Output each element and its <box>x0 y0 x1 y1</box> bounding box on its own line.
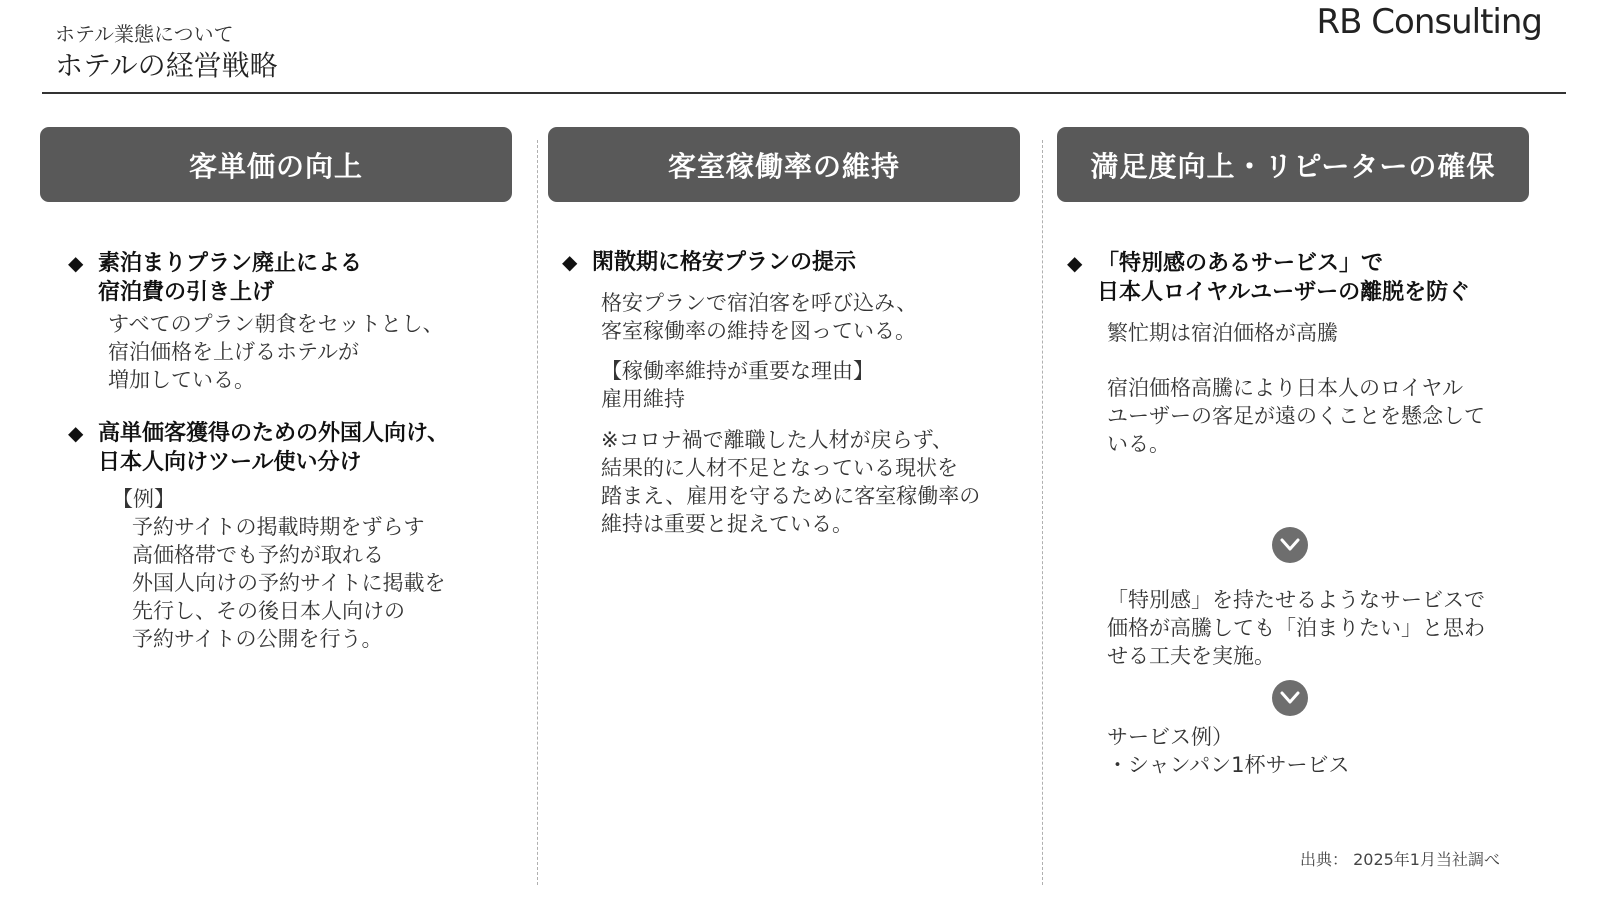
bullet-item <box>562 248 856 277</box>
diamond-bullet-icon: ◆ <box>1067 251 1083 275</box>
note-text: ※コロナ禍で離職した人材が戻らず、 結果的に人材不足となっている現状を 踏まえ、雇用を守るために客室稼働率の 維持は重要と捉えている。 <box>601 428 981 536</box>
body-text: すべてのプラン朝食をセットとし、 宿泊価格を上げるホテルが 増加している。 <box>108 312 444 392</box>
bullet-item <box>68 419 449 477</box>
column-heading: 満足度向上・リピーターの確保 <box>1057 127 1529 202</box>
source-note: 出典： 2025年1月当社調べ <box>1300 850 1500 869</box>
diamond-bullet-icon: ◆ <box>562 250 578 274</box>
bullet-text: 「特別感のあるサービス」で 日本人ロイヤルユーザーの離脱を防ぐ <box>1097 251 1471 305</box>
bullet-text: 高単価客獲得のための外国人向け、 日本人向けツール使い分け <box>98 421 450 475</box>
diamond-bullet-icon: ◆ <box>68 251 84 275</box>
bullet-text: 閑散期に格安プランの提示 <box>592 250 857 275</box>
column-divider <box>537 140 538 885</box>
column-heading: 客単価の向上 <box>40 127 512 202</box>
page-title: ホテルの経営戦略 <box>55 49 278 82</box>
bullet-item <box>1067 249 1470 307</box>
column-heading: 客室稼働率の維持 <box>548 127 1020 202</box>
bullet-item <box>68 249 362 307</box>
example-text: 予約サイトの掲載時期をずらす 高価格帯でも予約が取れる 外国人向けの予約サイトに掲載を 先行し、その後日本人向けの 予約サイトの公開を行う。 <box>132 515 446 651</box>
example-label: 【例】 <box>112 487 175 511</box>
chevron-down-icon <box>1272 527 1308 563</box>
column-price <box>40 127 512 651</box>
reason-label: 【稼働率維持が重要な理由】 <box>601 359 874 383</box>
body-text: 繁忙期は宿泊価格が高騰 <box>1107 321 1338 345</box>
column-occupancy <box>548 127 1020 536</box>
header-subtitle: ホテル業態について <box>55 22 234 46</box>
column-divider <box>1042 140 1043 885</box>
body-text: 「特別感」を持たせるようなサービスで 価格が高騰しても「泊まりたい」と思わ せる工夫を実施。 <box>1107 588 1485 668</box>
reason-text: 雇用維持 <box>601 387 685 411</box>
column-satisfaction <box>1057 127 1529 777</box>
body-text: 格安プランで宿泊客を呼び込み、 客室稼働率の維持を図っている。 <box>601 291 918 343</box>
brand-logo: RB Consulting <box>1316 2 1542 42</box>
diamond-bullet-icon: ◆ <box>68 421 84 445</box>
chevron-down-icon <box>1272 680 1308 716</box>
service-example-text: サービス例） ・シャンパン1杯サービス <box>1107 725 1350 777</box>
bullet-text: 素泊まりプラン廃止による 宿泊費の引き上げ <box>98 251 363 305</box>
header-rule <box>42 92 1566 94</box>
body-text: 宿泊価格高騰により日本人のロイヤル ユーザーの客足が遠のくことを懸念して いる。 <box>1107 376 1485 456</box>
